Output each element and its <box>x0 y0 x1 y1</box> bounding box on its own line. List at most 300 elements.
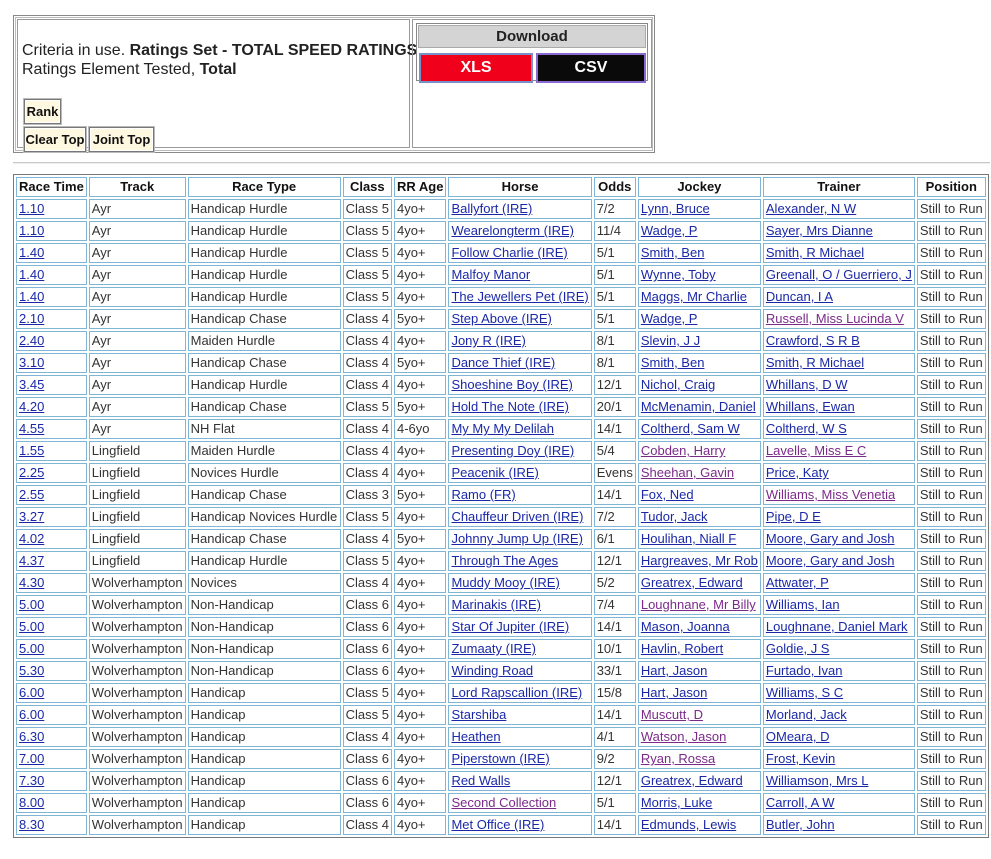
cell-horse <box>448 419 591 439</box>
jockey-link[interactable]: Coltherd, Sam W <box>640 421 740 436</box>
cell-race-time <box>16 265 87 285</box>
cell-trainer <box>763 199 915 219</box>
cell-rr-age: 4yo+ <box>394 683 446 703</box>
cell-position: Still to Run <box>917 199 986 219</box>
cell-race-time <box>16 595 87 615</box>
cell-race-type: Handicap Hurdle <box>188 199 341 219</box>
cell-odds: 14/1 <box>594 419 636 439</box>
race-time-link[interactable]: 6.00 <box>19 707 45 722</box>
cell-horse <box>448 793 591 813</box>
cell-jockey <box>638 639 761 659</box>
trainer-link[interactable]: Carroll, A W <box>765 795 835 810</box>
cell-odds: Evens <box>594 463 636 483</box>
cell-race-time <box>16 485 87 505</box>
cell-track: Ayr <box>89 309 186 329</box>
cell-odds: 9/2 <box>594 749 636 769</box>
cell-odds: 5/2 <box>594 573 636 593</box>
cell-class: Class 6 <box>343 617 392 637</box>
horse-link[interactable]: Through The Ages <box>451 553 559 568</box>
jockey-link[interactable]: Maggs, Mr Charlie <box>640 289 748 304</box>
cell-race-type: Handicap Novices Hurdle <box>188 507 341 527</box>
trainer-link[interactable]: Smith, R Michael <box>765 355 865 370</box>
cell-horse <box>448 441 591 461</box>
cell-trainer <box>763 353 915 373</box>
trainer-link[interactable]: OMeara, D <box>765 729 830 744</box>
cell-rr-age: 4yo+ <box>394 705 446 725</box>
cell-rr-age: 4yo+ <box>394 265 446 285</box>
cell-race-time <box>16 639 87 659</box>
jockey-link[interactable]: McMenamin, Daniel <box>640 399 756 414</box>
table-row <box>16 749 986 769</box>
cell-track: Ayr <box>89 375 186 395</box>
race-time-link[interactable]: 7.00 <box>19 751 45 766</box>
jockey-link[interactable]: Smith, Ben <box>640 355 705 370</box>
cell-race-type: Handicap <box>188 793 341 813</box>
cell-odds: 10/1 <box>594 639 636 659</box>
race-time-link[interactable]: 2.10 <box>19 311 45 326</box>
jockey-link[interactable]: Edmunds, Lewis <box>640 817 737 832</box>
cell-rr-age: 4-6yo <box>394 419 446 439</box>
trainer-link[interactable]: Frost, Kevin <box>765 751 836 766</box>
trainer-link[interactable]: Butler, John <box>765 817 835 832</box>
jockey-link[interactable]: Morris, Luke <box>640 795 713 810</box>
trainer-link[interactable]: Morland, Jack <box>765 707 847 722</box>
horse-link[interactable]: Jony R (IRE) <box>451 333 526 348</box>
horse-link[interactable]: Dance Thief (IRE) <box>451 355 556 370</box>
cell-track: Wolverhampton <box>89 639 186 659</box>
jockey-link[interactable]: Mason, Joanna <box>640 619 730 634</box>
cell-race-time <box>16 771 87 791</box>
cell-jockey <box>638 507 761 527</box>
cell-race-type: Handicap Chase <box>188 309 341 329</box>
horse-link[interactable]: Step Above (IRE) <box>451 311 552 326</box>
cell-trainer <box>763 221 915 241</box>
race-time-link[interactable]: 1.40 <box>19 289 45 304</box>
jockey-link[interactable]: Lynn, Bruce <box>640 201 710 216</box>
cell-race-time <box>16 661 87 681</box>
clear-top-button[interactable]: Clear Top <box>24 127 86 152</box>
cell-race-type: Non-Handicap <box>188 661 341 681</box>
divider <box>13 162 990 164</box>
cell-class: Class 6 <box>343 661 392 681</box>
race-time-link[interactable]: 3.27 <box>19 509 45 524</box>
race-time-link[interactable]: 2.55 <box>19 487 45 502</box>
horse-link[interactable]: Red Walls <box>451 773 511 788</box>
table-row <box>16 639 986 659</box>
cell-race-time <box>16 705 87 725</box>
jockey-link[interactable]: Wadge, P <box>640 223 698 238</box>
cell-odds: 14/1 <box>594 617 636 637</box>
horse-link[interactable]: Heathen <box>451 729 501 744</box>
table-row <box>16 573 986 593</box>
cell-jockey <box>638 309 761 329</box>
horse-link[interactable]: Ballyfort (IRE) <box>451 201 533 216</box>
horse-link[interactable]: Shoeshine Boy (IRE) <box>451 377 573 392</box>
race-time-link[interactable]: 3.45 <box>19 377 45 392</box>
trainer-link[interactable]: Crawford, S R B <box>765 333 860 348</box>
cell-horse <box>448 331 591 351</box>
race-time-link[interactable]: 4.20 <box>19 399 45 414</box>
jockey-link[interactable]: Muscutt, D <box>640 707 703 722</box>
trainer-link[interactable]: Sayer, Mrs Dianne <box>765 223 873 238</box>
cell-jockey <box>638 595 761 615</box>
cell-track: Wolverhampton <box>89 793 186 813</box>
table-row <box>16 661 986 681</box>
cell-position: Still to Run <box>917 793 986 813</box>
cell-race-type: Maiden Hurdle <box>188 331 341 351</box>
cell-race-time <box>16 353 87 373</box>
jockey-link[interactable]: Sheehan, Gavin <box>640 465 735 480</box>
jockey-link[interactable]: Wynne, Toby <box>640 267 716 282</box>
cell-trainer <box>763 771 915 791</box>
cell-trainer <box>763 705 915 725</box>
cell-race-time <box>16 375 87 395</box>
cell-trainer <box>763 683 915 703</box>
cell-horse <box>448 815 591 835</box>
jockey-link[interactable]: Houlihan, Niall F <box>640 531 737 546</box>
cell-rr-age: 5yo+ <box>394 529 446 549</box>
cell-jockey <box>638 617 761 637</box>
cell-odds: 11/4 <box>594 221 636 241</box>
jockey-link[interactable]: Smith, Ben <box>640 245 705 260</box>
race-time-link[interactable]: 2.40 <box>19 333 45 348</box>
table-row <box>16 419 986 439</box>
cell-jockey <box>638 287 761 307</box>
race-time-link[interactable]: 5.00 <box>19 597 45 612</box>
race-time-link[interactable]: 6.00 <box>19 685 45 700</box>
trainer-link[interactable]: Russell, Miss Lucinda V <box>765 311 904 326</box>
horse-link[interactable]: Star Of Jupiter (IRE) <box>451 619 570 634</box>
cell-rr-age: 4yo+ <box>394 463 446 483</box>
cell-track: Ayr <box>89 221 186 241</box>
cell-track: Wolverhampton <box>89 749 186 769</box>
horse-link[interactable]: Peacenik (IRE) <box>451 465 539 480</box>
horse-link[interactable]: My My My Delilah <box>451 421 555 436</box>
trainer-link[interactable]: Attwater, P <box>765 575 829 590</box>
cell-race-time <box>16 441 87 461</box>
cell-track: Wolverhampton <box>89 595 186 615</box>
table-row <box>16 441 986 461</box>
cell-jockey <box>638 573 761 593</box>
criteria-element: Total <box>199 61 237 78</box>
cell-position: Still to Run <box>917 397 986 417</box>
horse-link[interactable]: Second Collection <box>451 795 557 810</box>
jockey-link[interactable]: Loughnane, Mr Billy <box>640 597 756 612</box>
cell-jockey <box>638 529 761 549</box>
cell-race-type: Handicap <box>188 683 341 703</box>
cell-track: Lingfield <box>89 441 186 461</box>
rank-button[interactable]: Rank <box>24 99 61 124</box>
cell-horse <box>448 529 591 549</box>
horse-link[interactable]: Presenting Doy (IRE) <box>451 443 575 458</box>
criteria-prefix: Criteria in use. <box>22 42 130 59</box>
trainer-link[interactable]: Price, Katy <box>765 465 829 480</box>
trainer-link[interactable]: Whillans, D W <box>765 377 848 392</box>
cell-rr-age: 4yo+ <box>394 573 446 593</box>
table-row <box>16 595 986 615</box>
cell-class: Class 6 <box>343 793 392 813</box>
column-header-position: Position <box>917 177 986 197</box>
cell-horse <box>448 221 591 241</box>
jockey-link[interactable]: Cobden, Harry <box>640 443 726 458</box>
cell-trainer <box>763 485 915 505</box>
cell-position: Still to Run <box>917 639 986 659</box>
horse-link[interactable]: Ramo (FR) <box>451 487 516 502</box>
cell-race-time <box>16 683 87 703</box>
trainer-link[interactable]: Goldie, J S <box>765 641 830 656</box>
cell-race-time <box>16 551 87 571</box>
jockey-link[interactable]: Greatrex, Edward <box>640 773 743 788</box>
cell-rr-age: 4yo+ <box>394 815 446 835</box>
horse-link[interactable]: Piperstown (IRE) <box>451 751 550 766</box>
cell-jockey <box>638 265 761 285</box>
cell-trainer <box>763 243 915 263</box>
cell-odds: 5/1 <box>594 309 636 329</box>
cell-horse <box>448 287 591 307</box>
race-time-link[interactable]: 3.10 <box>19 355 45 370</box>
cell-horse <box>448 551 591 571</box>
race-time-link[interactable]: 1.10 <box>19 223 45 238</box>
cell-position: Still to Run <box>917 507 986 527</box>
trainer-link[interactable]: Alexander, N W <box>765 201 857 216</box>
cell-class: Class 4 <box>343 419 392 439</box>
race-time-link[interactable]: 5.00 <box>19 641 45 656</box>
cell-trainer <box>763 265 915 285</box>
cell-rr-age: 4yo+ <box>394 331 446 351</box>
cell-odds: 5/1 <box>594 287 636 307</box>
cell-trainer <box>763 375 915 395</box>
cell-race-time <box>16 529 87 549</box>
column-header-odds: Odds <box>594 177 636 197</box>
race-time-link[interactable]: 4.30 <box>19 575 45 590</box>
race-time-link[interactable]: 8.00 <box>19 795 45 810</box>
cell-odds: 12/1 <box>594 771 636 791</box>
criteria-panel <box>13 15 655 153</box>
race-time-link[interactable]: 4.37 <box>19 553 45 568</box>
horse-link[interactable]: The Jewellers Pet (IRE) <box>451 289 589 304</box>
column-header-race-type: Race Type <box>188 177 341 197</box>
cell-trainer <box>763 419 915 439</box>
cell-position: Still to Run <box>917 617 986 637</box>
trainer-link[interactable]: Williams, Miss Venetia <box>765 487 896 502</box>
cell-race-time <box>16 243 87 263</box>
cell-trainer <box>763 309 915 329</box>
cell-position: Still to Run <box>917 661 986 681</box>
cell-class: Class 5 <box>343 243 392 263</box>
jockey-link[interactable]: Hargreaves, Mr Rob <box>640 553 758 568</box>
cell-race-type: Handicap Chase <box>188 529 341 549</box>
table-row <box>16 507 986 527</box>
horse-link[interactable]: Wearelongterm (IRE) <box>451 223 575 238</box>
cell-horse <box>448 375 591 395</box>
csv-download-button[interactable]: CSV <box>536 53 646 83</box>
jockey-link[interactable]: Tudor, Jack <box>640 509 708 524</box>
horse-link[interactable]: Follow Charlie (IRE) <box>451 245 568 260</box>
trainer-link[interactable]: Loughnane, Daniel Mark <box>765 619 908 634</box>
cell-trainer <box>763 463 915 483</box>
horse-link[interactable]: Starshiba <box>451 707 507 722</box>
cell-rr-age: 4yo+ <box>394 749 446 769</box>
table-row <box>16 287 986 307</box>
column-header-race-time: Race Time <box>16 177 87 197</box>
cell-position: Still to Run <box>917 573 986 593</box>
table-row <box>16 331 986 351</box>
cell-horse <box>448 507 591 527</box>
trainer-link[interactable]: Lavelle, Miss E C <box>765 443 867 458</box>
cell-class: Class 4 <box>343 353 392 373</box>
jockey-link[interactable]: Greatrex, Edward <box>640 575 743 590</box>
cell-race-time <box>16 507 87 527</box>
cell-race-type: Handicap Hurdle <box>188 265 341 285</box>
jockey-link[interactable]: Fox, Ned <box>640 487 694 502</box>
jockey-link[interactable]: Wadge, P <box>640 311 698 326</box>
table-row <box>16 485 986 505</box>
cell-track: Ayr <box>89 353 186 373</box>
cell-odds: 15/8 <box>594 683 636 703</box>
race-time-link[interactable]: 7.30 <box>19 773 45 788</box>
cell-odds: 5/1 <box>594 265 636 285</box>
cell-trainer <box>763 397 915 417</box>
horse-link[interactable]: Muddy Mooy (IRE) <box>451 575 560 590</box>
cell-track: Wolverhampton <box>89 771 186 791</box>
cell-rr-age: 5yo+ <box>394 485 446 505</box>
horse-link[interactable]: Met Office (IRE) <box>451 817 545 832</box>
cell-race-type: Handicap <box>188 815 341 835</box>
cell-horse <box>448 243 591 263</box>
cell-odds: 7/2 <box>594 199 636 219</box>
cell-position: Still to Run <box>917 419 986 439</box>
table-row <box>16 683 986 703</box>
cell-rr-age: 4yo+ <box>394 727 446 747</box>
cell-race-type: Handicap <box>188 771 341 791</box>
cell-class: Class 6 <box>343 639 392 659</box>
cell-track: Ayr <box>89 265 186 285</box>
trainer-link[interactable]: Williams, Ian <box>765 597 840 612</box>
joint-top-button[interactable]: Joint Top <box>89 127 154 152</box>
cell-track: Lingfield <box>89 485 186 505</box>
cell-race-time <box>16 397 87 417</box>
cell-rr-age: 4yo+ <box>394 661 446 681</box>
trainer-link[interactable]: Duncan, I A <box>765 289 834 304</box>
horse-link[interactable]: Winding Road <box>451 663 534 678</box>
race-time-link[interactable]: 1.40 <box>19 267 45 282</box>
cell-odds: 7/4 <box>594 595 636 615</box>
jockey-link[interactable]: Hart, Jason <box>640 685 708 700</box>
cell-rr-age: 4yo+ <box>394 639 446 659</box>
jockey-link[interactable]: Watson, Jason <box>640 729 727 744</box>
column-header-horse: Horse <box>448 177 591 197</box>
race-time-link[interactable]: 5.00 <box>19 619 45 634</box>
race-time-link[interactable]: 4.55 <box>19 421 45 436</box>
download-title: Download <box>418 25 646 48</box>
horse-link[interactable]: Lord Rapscallion (IRE) <box>451 685 583 700</box>
cell-trainer <box>763 595 915 615</box>
trainer-link[interactable]: Smith, R Michael <box>765 245 865 260</box>
cell-odds: 14/1 <box>594 815 636 835</box>
cell-horse <box>448 749 591 769</box>
trainer-link[interactable]: Furtado, Ivan <box>765 663 843 678</box>
cell-position: Still to Run <box>917 727 986 747</box>
jockey-link[interactable]: Hart, Jason <box>640 663 708 678</box>
cell-class: Class 5 <box>343 287 392 307</box>
cell-class: Class 6 <box>343 595 392 615</box>
trainer-link[interactable]: Pipe, D E <box>765 509 821 524</box>
horse-link[interactable]: Johnny Jump Up (IRE) <box>451 531 583 546</box>
cell-class: Class 3 <box>343 485 392 505</box>
trainer-link[interactable]: Coltherd, W S <box>765 421 847 436</box>
criteria-element-prefix: Ratings Element Tested, <box>22 61 200 78</box>
cell-trainer <box>763 815 915 835</box>
cell-track: Wolverhampton <box>89 573 186 593</box>
cell-race-time <box>16 573 87 593</box>
download-box <box>416 23 648 81</box>
trainer-link[interactable]: Williamson, Mrs L <box>765 773 869 788</box>
column-header-class: Class <box>343 177 392 197</box>
cell-race-type: Non-Handicap <box>188 639 341 659</box>
jockey-link[interactable]: Slevin, J J <box>640 333 701 348</box>
cell-race-type: Novices Hurdle <box>188 463 341 483</box>
cell-race-type: NH Flat <box>188 419 341 439</box>
trainer-link[interactable]: Moore, Gary and Josh <box>765 531 895 546</box>
cell-jockey <box>638 419 761 439</box>
cell-class: Class 5 <box>343 199 392 219</box>
race-time-link[interactable]: 5.30 <box>19 663 45 678</box>
race-time-link[interactable]: 4.02 <box>19 531 45 546</box>
cell-jockey <box>638 243 761 263</box>
cell-horse <box>448 595 591 615</box>
jockey-link[interactable]: Ryan, Rossa <box>640 751 716 766</box>
race-time-link[interactable]: 8.30 <box>19 817 45 832</box>
cell-race-time <box>16 727 87 747</box>
cell-rr-age: 5yo+ <box>394 397 446 417</box>
horse-link[interactable]: Malfoy Manor <box>451 267 531 282</box>
horse-link[interactable]: Hold The Note (IRE) <box>451 399 569 414</box>
cell-position: Still to Run <box>917 331 986 351</box>
cell-horse <box>448 397 591 417</box>
cell-race-type: Handicap <box>188 705 341 725</box>
xls-download-button[interactable]: XLS <box>419 53 533 83</box>
horse-link[interactable]: Zumaaty (IRE) <box>451 641 536 656</box>
cell-race-time <box>16 815 87 835</box>
cell-race-time <box>16 331 87 351</box>
race-time-link[interactable]: 6.30 <box>19 729 45 744</box>
table-row <box>16 309 986 329</box>
jockey-link[interactable]: Nichol, Craig <box>640 377 716 392</box>
horse-link[interactable]: Marinakis (IRE) <box>451 597 542 612</box>
column-header-jockey: Jockey <box>638 177 761 197</box>
trainer-link[interactable]: Greenall, O / Guerriero, J <box>765 267 912 282</box>
cell-horse <box>448 199 591 219</box>
cell-jockey <box>638 441 761 461</box>
race-time-link[interactable]: 1.55 <box>19 443 45 458</box>
race-time-link[interactable]: 1.40 <box>19 245 45 260</box>
cell-jockey <box>638 199 761 219</box>
cell-jockey <box>638 551 761 571</box>
cell-jockey <box>638 793 761 813</box>
trainer-link[interactable]: Whillans, Ewan <box>765 399 855 414</box>
cell-rr-age: 5yo+ <box>394 353 446 373</box>
cell-odds: 7/2 <box>594 507 636 527</box>
horse-link[interactable]: Chauffeur Driven (IRE) <box>451 509 584 524</box>
trainer-link[interactable]: Williams, S C <box>765 685 844 700</box>
cell-track: Wolverhampton <box>89 683 186 703</box>
race-time-link[interactable]: 2.25 <box>19 465 45 480</box>
cell-track: Lingfield <box>89 529 186 549</box>
race-time-link[interactable]: 1.10 <box>19 201 45 216</box>
trainer-link[interactable]: Moore, Gary and Josh <box>765 553 895 568</box>
cell-race-time <box>16 749 87 769</box>
jockey-link[interactable]: Havlin, Robert <box>640 641 724 656</box>
